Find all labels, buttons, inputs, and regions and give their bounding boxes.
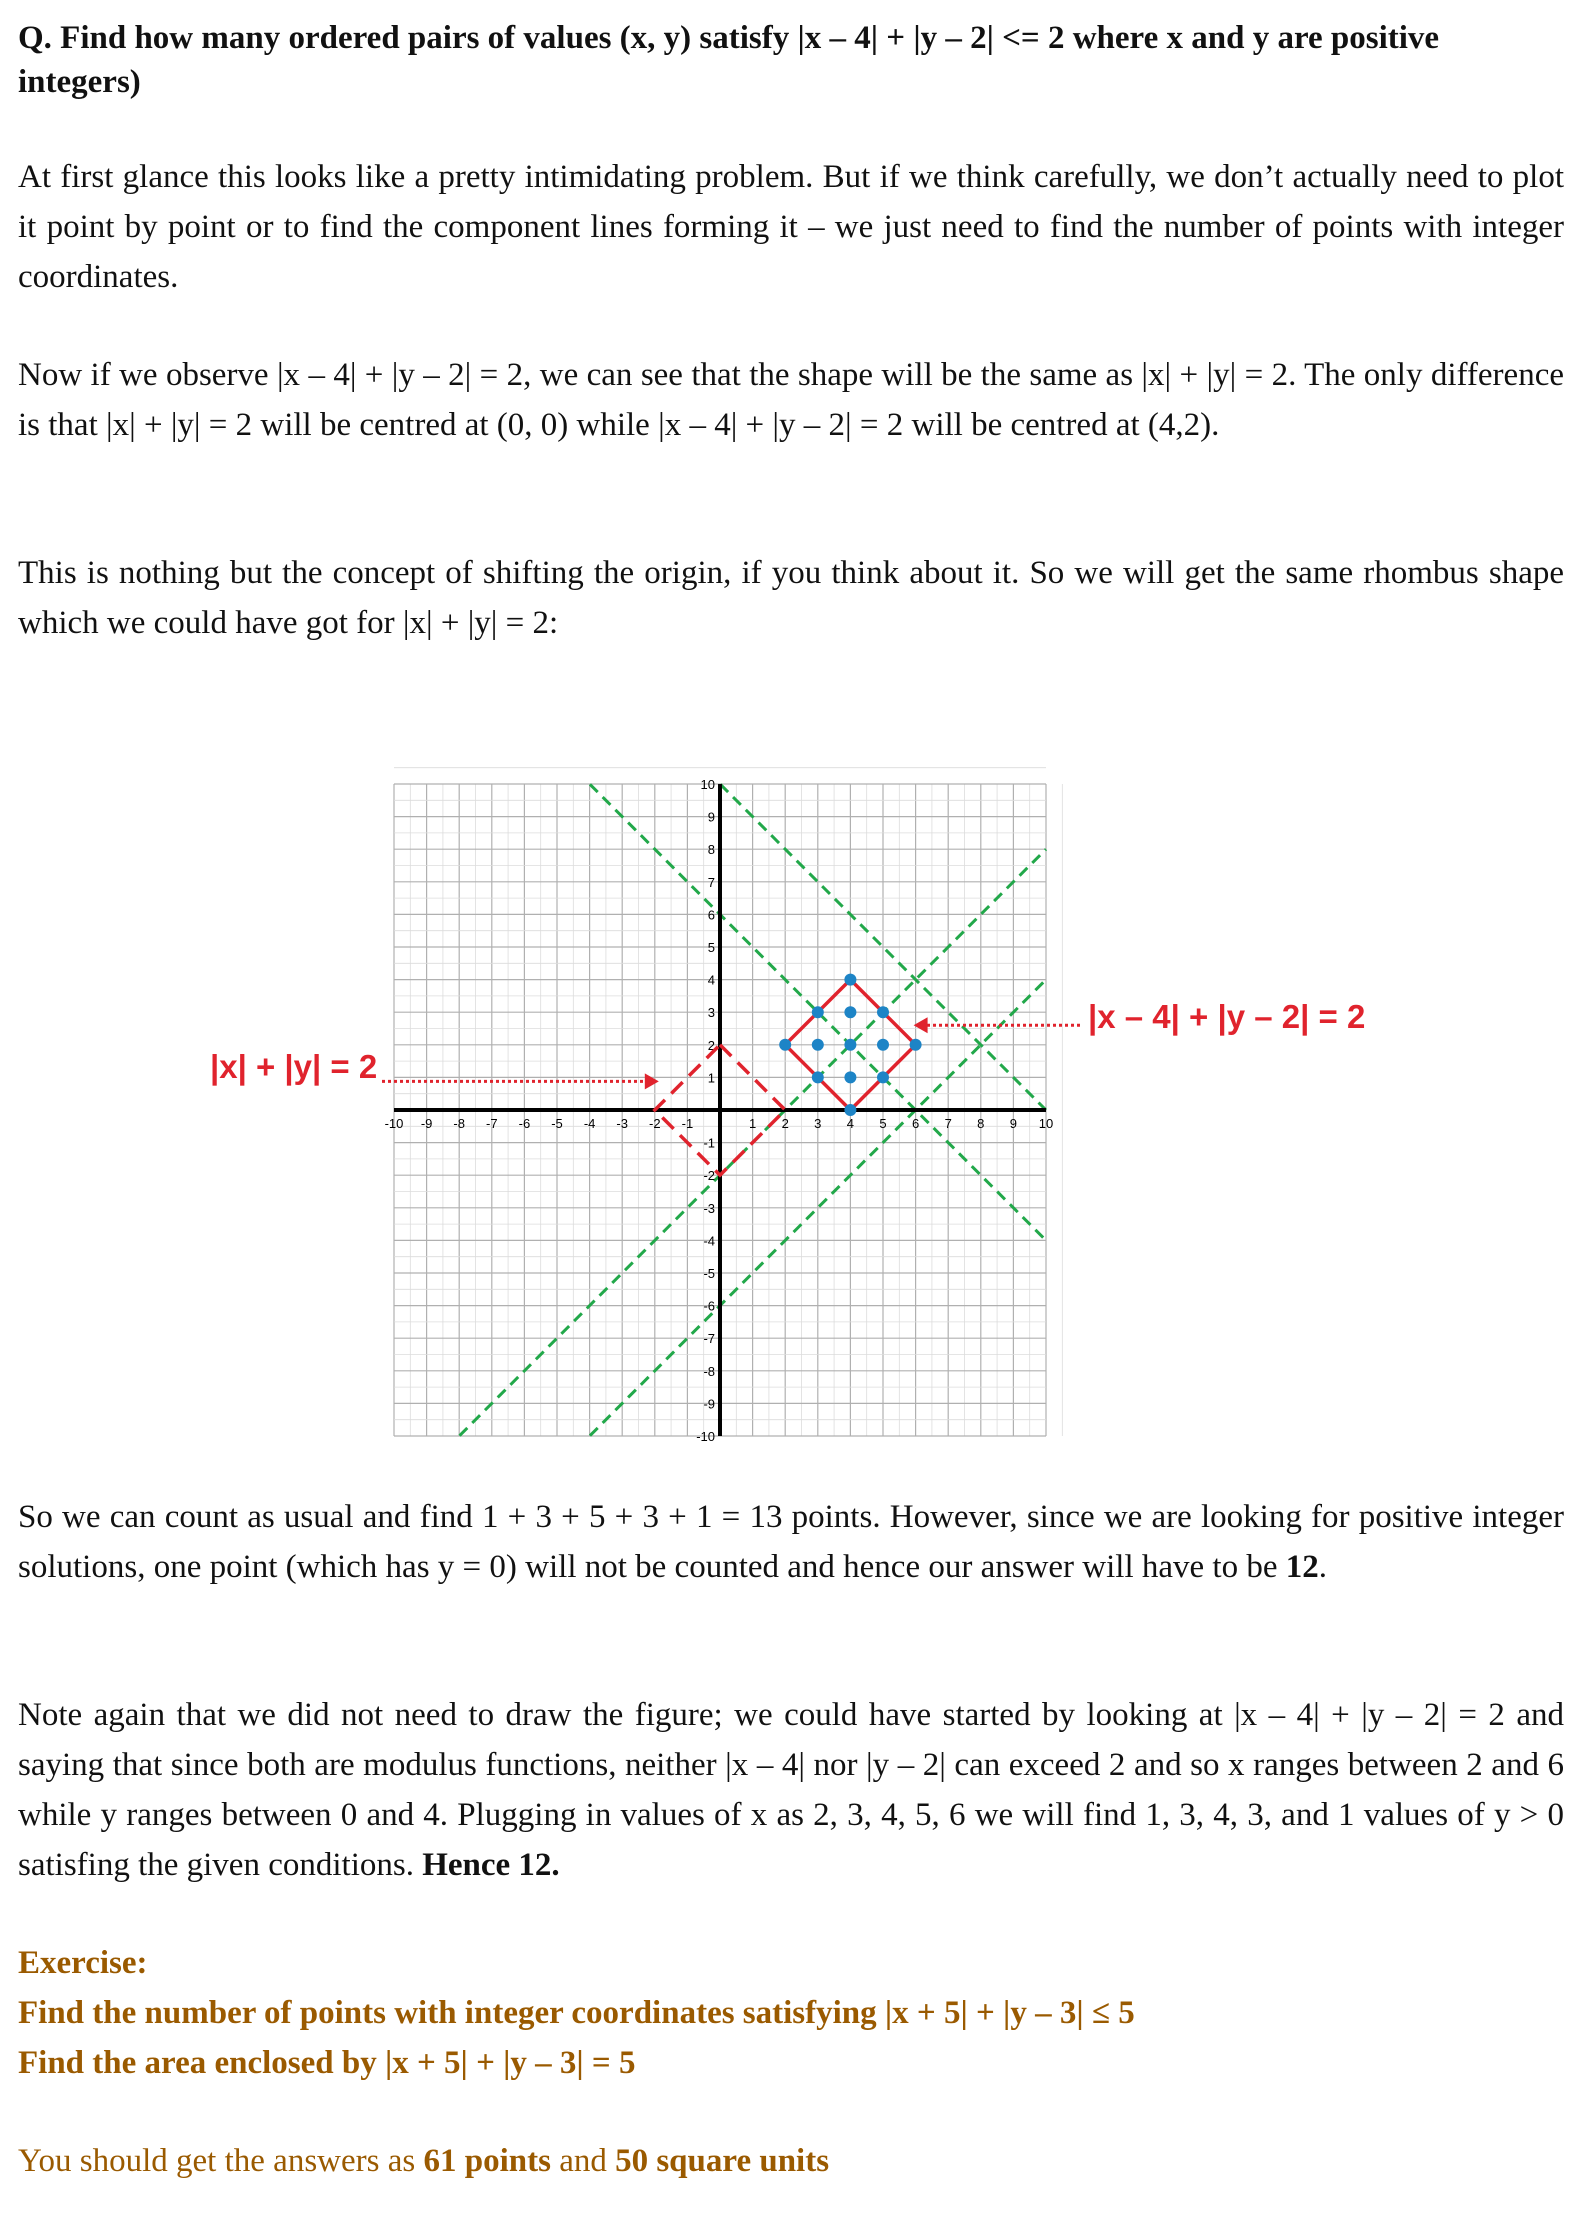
y-tick-label: 6	[707, 907, 715, 923]
count-period: .	[1318, 1549, 1327, 1585]
x-tick-label: -6	[518, 1116, 531, 1131]
lattice-point	[812, 1039, 824, 1051]
note-answer: Hence 12.	[422, 1847, 560, 1883]
answer-line	[18, 2136, 1564, 2186]
lattice-point	[910, 1039, 922, 1051]
question-text: Q. Find how many ordered pairs of values (x, y) satisfy |x – 4| + |y – 2| <= 2 where x and y are positive integers)	[18, 20, 1440, 100]
x-tick-label: -10	[384, 1116, 404, 1131]
note-text: Note again that we did not need to draw the figure; we could have started by looking at |x – 4| + |y – 2| = 2 and saying that since both are modulus functions, neither |x – 4| nor |y – 2| can exceed 2 and so x ranges between 2 and 6 while y ranges between 0 and 4. Plugging in values of x as 2, 3, 4, 5, 6 we will find 1, 3, 4, 3, and 1 values of y > 0 satisfing the given conditions.	[18, 1697, 1564, 1883]
y-tick-label: -8	[703, 1363, 715, 1379]
x-tick-label: 1	[748, 1116, 757, 1131]
lattice-point	[844, 1039, 856, 1051]
lattice-point	[844, 1104, 856, 1116]
label-origin-rhombus: |x| + |y| = 2	[210, 1048, 378, 1085]
y-tick-label: 4	[707, 972, 715, 988]
answer-prefix: You should get the answers as	[18, 2143, 424, 2179]
paragraph-note	[18, 1690, 1564, 1890]
count-answer: 12	[1285, 1549, 1319, 1585]
y-tick-label: -6	[703, 1298, 715, 1314]
arrow-left-head	[645, 1073, 659, 1089]
y-tick-label: -7	[703, 1331, 715, 1347]
x-tick-label: 5	[879, 1116, 887, 1131]
x-tick-label: -4	[583, 1116, 596, 1131]
answer-area: 50 square units	[615, 2143, 830, 2179]
lattice-point	[844, 1006, 856, 1018]
count-text: So we can count as usual and find 1 + 3 + 5 + 3 + 1 = 13 points. However, since we are looking for positive integer solutions, one point (which has y = 0) will not be counted and hence our answer will have to be	[18, 1499, 1564, 1585]
y-tick-label: -1	[703, 1135, 715, 1151]
y-tick-label: 10	[700, 777, 715, 792]
y-tick-label: -2	[703, 1168, 715, 1184]
y-tick-label: 1	[707, 1070, 715, 1086]
paragraph-shape: Now if we observe |x – 4| + |y – 2| = 2, we can see that the shape will be the same as |x| + |y| = 2. The only difference is that |x| + |y| = 2 will be centred at (0, 0) while |x – 4| + |y – 2| = 2 will be centred at (4,2).	[18, 357, 1564, 443]
x-tick-label: 4	[846, 1116, 855, 1131]
x-tick-label: 10	[1038, 1116, 1054, 1131]
exercise-block	[18, 1938, 1564, 2088]
y-tick-label: -4	[703, 1233, 715, 1249]
lattice-point	[844, 974, 856, 986]
x-tick-label: -9	[420, 1116, 433, 1131]
y-tick-label: 3	[707, 1005, 715, 1021]
y-tick-label: -3	[703, 1200, 715, 1216]
x-tick-label: -3	[616, 1116, 628, 1131]
label-shifted-rhombus: |x – 4| + |y – 2| = 2	[1088, 998, 1366, 1035]
graph-svg	[380, 740, 1080, 1460]
lattice-point	[812, 1006, 824, 1018]
y-tick-label: 7	[707, 874, 715, 890]
answer-points: 61 points	[423, 2143, 551, 2179]
paragraph-intro: At first glance this looks like a pretty intimidating problem. But if we think carefully, we don’t actually need to plot it point by point or to find the component lines forming it – we just need to find the number of points with integer coordinates.	[18, 159, 1564, 295]
y-tick-label: 2	[707, 1037, 715, 1053]
paragraph-count	[18, 1492, 1564, 1592]
x-tick-label: 8	[977, 1116, 985, 1131]
lattice-point	[844, 1071, 856, 1083]
x-tick-label: -7	[486, 1116, 498, 1131]
y-tick-label: 9	[707, 809, 715, 825]
y-tick-label: 5	[707, 940, 715, 955]
x-tick-label: 6	[911, 1116, 920, 1131]
lattice-point	[877, 1039, 889, 1051]
exercise-item-2: Find the area enclosed by |x + 5| + |y – 3| = 5	[18, 2045, 636, 2081]
answer-mid: and	[550, 2143, 616, 2179]
x-tick-label: 7	[944, 1116, 952, 1131]
exercise-heading: Exercise:	[18, 1945, 148, 1981]
x-tick-label: -1	[681, 1116, 694, 1131]
x-tick-label: -8	[453, 1116, 465, 1131]
paragraph-shift: This is nothing but the concept of shifting the origin, if you think about it. So we will get the same rhombus shape which we could have got for |x| + |y| = 2:	[18, 555, 1564, 641]
y-tick-label: -9	[703, 1396, 715, 1412]
lattice-point	[877, 1006, 889, 1018]
x-tick-label: -5	[551, 1116, 563, 1131]
graph-figure	[380, 740, 1080, 1460]
lattice-point	[779, 1039, 791, 1051]
exercise-item-1: Find the number of points with integer coordinates satisfying |x + 5| + |y – 3| ≤ 5	[18, 1995, 1135, 2031]
x-tick-label: 2	[781, 1116, 789, 1131]
y-tick-label: 8	[707, 842, 715, 858]
lattice-point	[877, 1071, 889, 1083]
x-tick-label: -2	[649, 1116, 661, 1131]
lattice-point	[812, 1071, 824, 1083]
y-tick-label: -5	[703, 1266, 715, 1281]
x-tick-label: 3	[814, 1116, 822, 1131]
x-tick-label: 9	[1009, 1116, 1018, 1131]
y-tick-label: -10	[696, 1429, 715, 1444]
